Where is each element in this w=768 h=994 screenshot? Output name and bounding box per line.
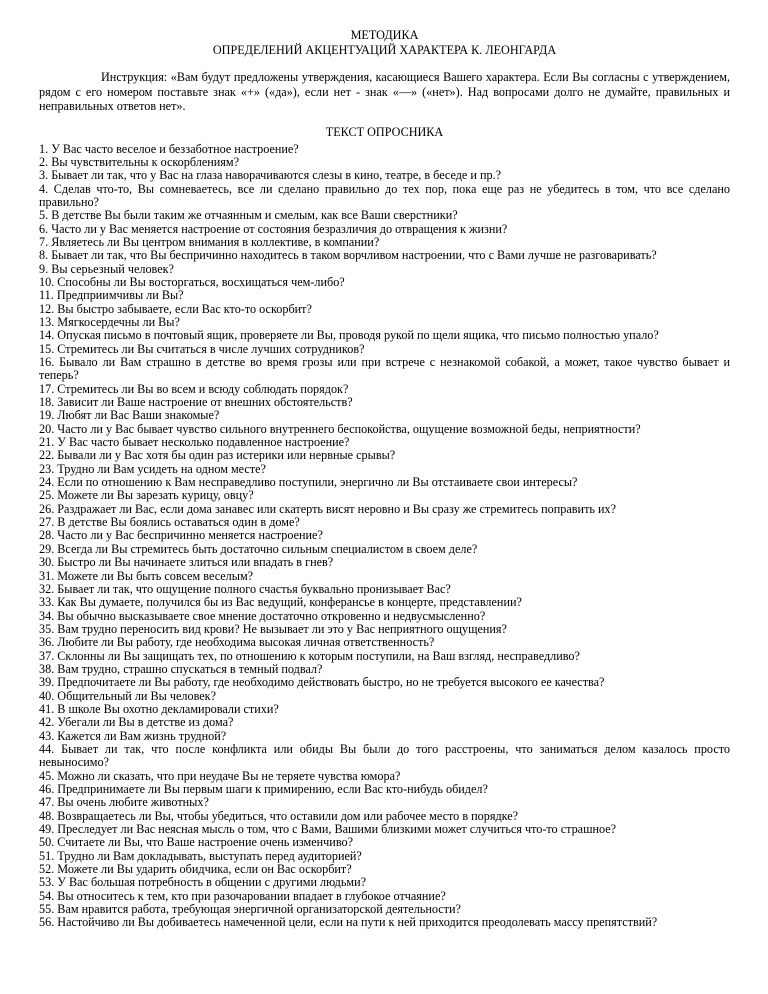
question-item: 54. Вы относитесь к тем, кто при разочаровании впадает в глубокое отчаяние?: [39, 888, 446, 903]
document-title-line1: МЕТОДИКА: [350, 28, 419, 42]
question-item: 7. Являетесь ли Вы центром внимания в коллективе, в компании?: [39, 234, 380, 249]
question-item: 55. Вам нравится работа, требующая энергичной организаторской деятельности?: [39, 902, 461, 917]
question-item: 5. В детстве Вы были таким же отчаянным и смелым, как все Ваши сверстники?: [39, 208, 458, 223]
question-item: 23. Трудно ли Вам усидеть на одном месте?: [39, 461, 266, 476]
question-item: 24. Если по отношению к Вам несправедливо поступили, энергично ли Вы отстаиваете свои интересы?: [39, 475, 578, 490]
question-item: 6. Часто ли у Вас меняется настроение от состояния безразличия до отвращения к жизни?: [39, 221, 508, 236]
instruction-paragraph: Инструкция: «Вам будут предложены утверждения, касающиеся Вашего характера. Если Вы согласны с утверждением, рядом с его номером поставьте знак «+» («да»), если нет - знак «—» («нет»). Над вопросами долго не думайте, правильных и неправильных ответов нет».: [39, 70, 730, 113]
question-item: 46. Предпринимаете ли Вы первым шаги к примирению, если Вас кто-нибудь обидел?: [39, 782, 488, 796]
question-item: 3. Бывает ли так, что у Вас на глаза наворачиваются слезы в кино, театре, в беседе и пр.?: [39, 168, 502, 183]
question-item: 53. У Вас большая потребность в общении с другими людьми?: [39, 875, 367, 890]
question-item: 42. Убегали ли Вы в детстве из дома?: [39, 715, 234, 730]
question-item: 10. Способны ли Вы восторгаться, восхищаться чем-либо?: [39, 274, 345, 289]
question-item: 56. Настойчиво ли Вы добиваетесь намеченной цели, если на пути к ней приходится преодолевать массу препятствий?: [39, 915, 658, 930]
question-item: 13. Мягкосердечны ли Вы?: [39, 314, 180, 329]
question-item: 40. Общительный ли Вы человек?: [39, 688, 216, 703]
question-item: 49. Преследует ли Вас неясная мысль о том, что с Вами, Вашими близкими может случиться что-то страшное?: [39, 822, 617, 837]
section-title: ТЕКСТ ОПРОСНИКА: [325, 124, 444, 139]
question-item: 11. Предприимчивы ли Вы?: [39, 288, 184, 303]
question-item: 4. Сделав что-то, Вы сомневаетесь, все ли сделано правильно до тех пор, пока еще раз не убедитесь в том, что все сделано правильно?: [39, 181, 730, 209]
question-item: 37. Склонны ли Вы защищать тех, по отношению к которым поступили, на Ваш взгляд, несправедливо?: [39, 648, 580, 663]
question-item: 28. Часто ли у Вас беспричинно меняется настроение?: [39, 528, 323, 543]
question-item: 32. Бывает ли так, что ощущение полного счастья буквально пронизывает Вас?: [39, 581, 451, 596]
question-list: [39, 143, 730, 930]
question-item: 21. У Вас часто бывает несколько подавленное настроение?: [39, 435, 350, 450]
question-item: 48. Возвращаетесь ли Вы, чтобы убедиться, что оставили дом или рабочее место в порядке?: [39, 808, 519, 823]
question-item: 8. Бывает ли так, что Вы беспричинно находитесь в таком ворчливом настроении, что с Вами лучше не разговаривать?: [39, 248, 657, 263]
question-item: 29. Всегда ли Вы стремитесь быть достаточно сильным специалистом в своем деле?: [39, 541, 478, 556]
question-item: 27. В детстве Вы боялись оставаться один в доме?: [39, 515, 300, 530]
question-item: 22. Бывали ли у Вас хотя бы один раз истерики или нервные срывы?: [39, 448, 396, 463]
question-item: 52. Можете ли Вы ударить обидчика, если он Вас оскорбит?: [39, 862, 352, 877]
question-item: 31. Можете ли Вы быть совсем веселым?: [39, 568, 254, 583]
question-item: 20. Часто ли у Вас бывает чувство сильного внутреннего беспокойства, ощущение возможной беды, неприятности?: [39, 421, 641, 436]
question-item: 18. Зависит ли Ваше настроение от внешних обстоятельств?: [39, 395, 353, 410]
question-item: 19. Любят ли Вас Ваши знакомые?: [39, 408, 220, 423]
question-item: 26. Раздражает ли Вас, если дома занавес или скатерть висят неровно и Вы сразу же стремитесь поправить их?: [39, 501, 617, 516]
question-item: 51. Трудно ли Вам докладывать, выступать перед аудиторией?: [39, 848, 362, 863]
question-item: 30. Быстро ли Вы начинаете злиться или впадать в гнев?: [39, 555, 334, 570]
question-item: 43. Кажется ли Вам жизнь трудной?: [39, 728, 227, 743]
question-item: 39. Предпочитаете ли Вы работу, где необходимо действовать быстро, но не требуется высокого ее качества?: [39, 675, 605, 690]
question-item: 16. Бывало ли Вам страшно в детстве во время грозы или при встрече с незнакомой собакой, а может, такое чувство бывает и теперь?: [39, 355, 730, 383]
question-item: 15. Стремитесь ли Вы считаться в числе лучших сотрудников?: [39, 341, 365, 356]
question-item: 1. У Вас часто веселое и беззаботное настроение?: [39, 141, 299, 156]
question-item: 35. Вам трудно переносить вид крови? Не вызывает ли это у Вас неприятного ощущения?: [39, 621, 507, 636]
question-item: 47. Вы очень любите животных?: [39, 795, 209, 810]
question-item: 2. Вы чувствительны к оскорблениям?: [39, 154, 240, 169]
question-item: 50. Считаете ли Вы, что Ваше настроение очень изменчиво?: [39, 835, 353, 850]
question-item: 17. Стремитесь ли Вы во всем и всюду соблюдать порядок?: [39, 381, 349, 396]
question-item: 38. Вам трудно, страшно спускаться в темный подвал?: [39, 661, 323, 676]
question-item: 33. Как Вы думаете, получился бы из Вас ведущий, конферансье в концерте, представлении?: [39, 595, 522, 610]
question-item: 41. В школе Вы охотно декламировали стихи?: [39, 701, 279, 716]
question-item: 36. Любите ли Вы работу, где необходима высокая личная ответственность?: [39, 635, 435, 650]
question-item: 14. Опуская письмо в почтовый ящик, проверяете ли Вы, проводя рукой по щели ящика, что письмо полностью упало?: [39, 328, 659, 343]
question-item: 25. Можете ли Вы зарезать курицу, овцу?: [39, 488, 254, 503]
question-item: 45. Можно ли сказать, что при неудаче Вы не теряете чувства юмора?: [39, 768, 401, 783]
question-item: 9. Вы серьезный человек?: [39, 261, 174, 276]
document-title-line2: ОПРЕДЕЛЕНИЙ АКЦЕНТУАЦИЙ ХАРАКТЕРА К. ЛЕОНГАРДА: [212, 43, 557, 57]
question-item: 44. Бывает ли так, что после конфликта или обиды Вы были до того расстроены, что заниматься делом казалось просто невыносимо?: [39, 741, 730, 770]
question-item: 12. Вы быстро забываете, если Вас кто-то оскорбит?: [39, 301, 312, 316]
question-item: 34. Вы обычно высказываете свое мнение достаточно откровенно и недвусмысленно?: [39, 608, 486, 623]
